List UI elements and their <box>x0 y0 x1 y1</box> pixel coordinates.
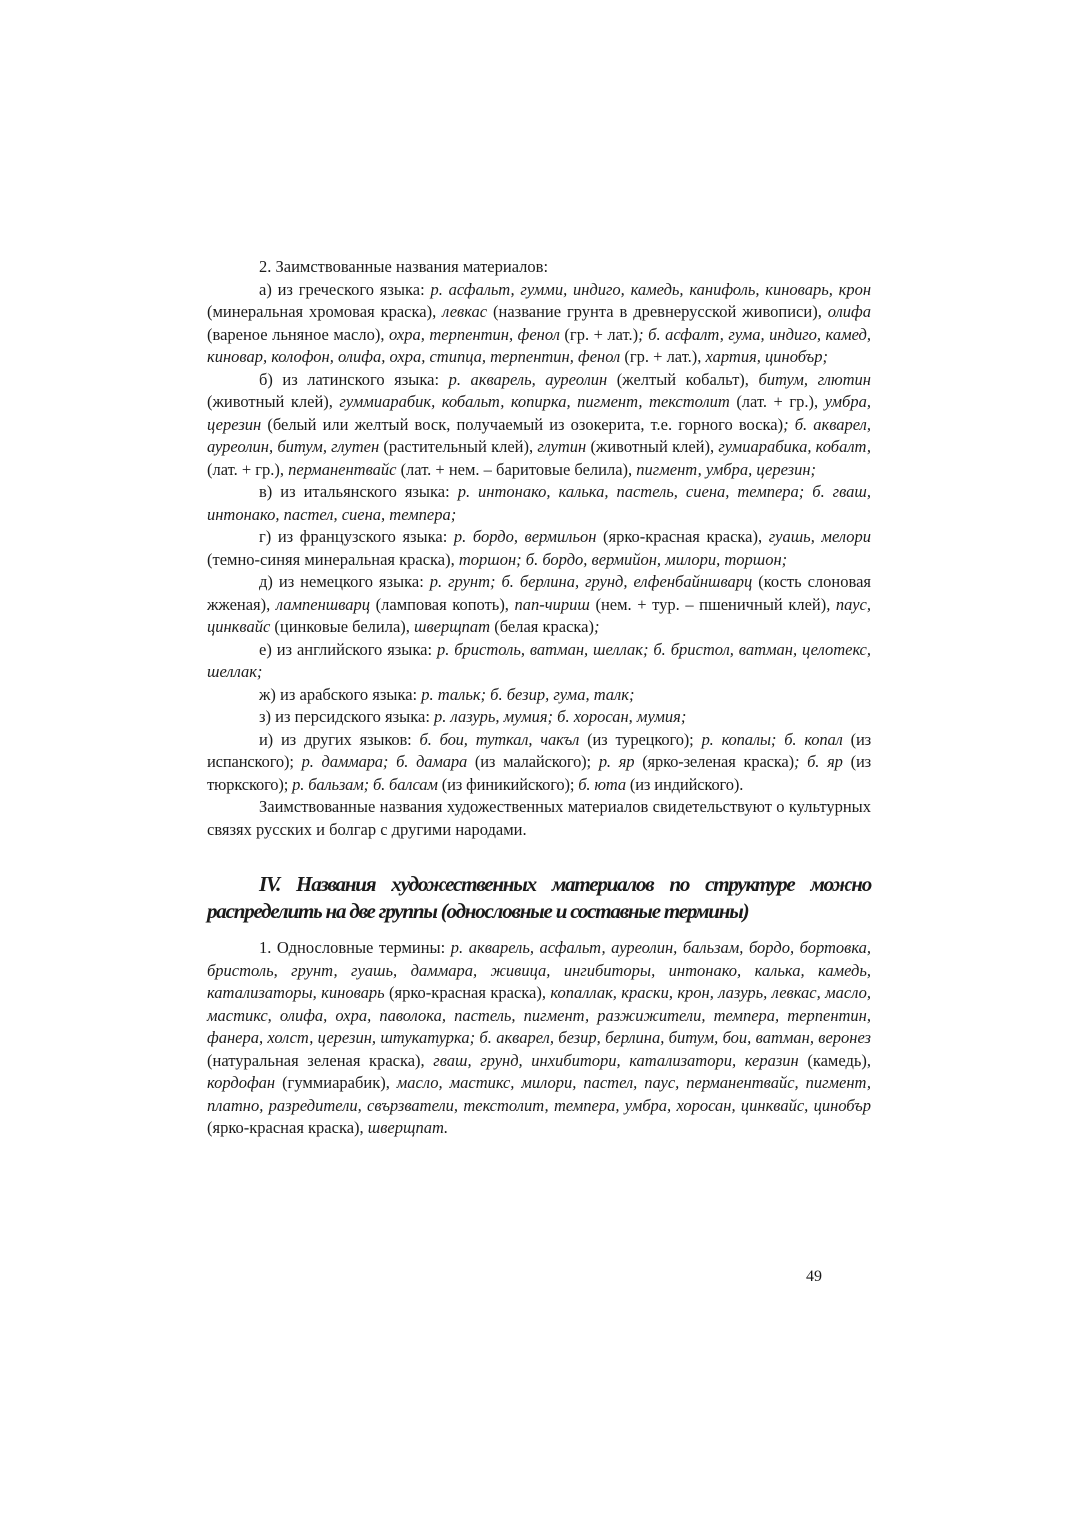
text-run-2: (из турецкого); <box>579 729 702 749</box>
text-run-4: (название грунта в древнерусской живописи), <box>487 302 828 321</box>
text-run-6: (из малайского); <box>467 752 599 771</box>
term-run-5: гваш, грунд, инхибитори, катализатори, керазин <box>433 1050 799 1070</box>
term-run-9: ; б. асфалт, гума, индиго, камед, киновар, колофон, олифа, охра, стипца, терпентин, фенол <box>207 324 872 366</box>
term-run-5: пап-чириш <box>514 594 590 614</box>
term-run-1: р. асфальт, гумми, индиго, камедь, канифоль, киноварь, крон <box>430 279 872 299</box>
text-run-8: (гр. + лат.) <box>559 324 639 344</box>
term-run-1: р. бордо, вермильон <box>453 527 597 546</box>
text-run-0: ж) из арабского языка: <box>259 684 422 704</box>
item-z <box>207 706 871 729</box>
text-run-4: (темно-синяя минеральная краска), <box>207 549 459 569</box>
text-run-0: Заимствованные названия художественных материалов свидетельствуют о культурных связях русских и болгар с другими народами. <box>207 797 871 839</box>
term-run-7: умбра, церезин <box>207 392 871 434</box>
text-run-12: (животный клей), <box>586 437 719 456</box>
term-run-1: р. бристоль, ватман, шеллак; б. бристол, ватман, целотекс, шеллак; <box>207 639 871 681</box>
term-run-1: р. акварель, ауреолин <box>448 369 608 389</box>
text-run-0: б) из латинского языка: <box>259 369 449 389</box>
term-run-3: р. копалы; б. копал <box>701 729 843 749</box>
term-run-13: б. юта <box>578 774 626 794</box>
term-run-9: шверщпат <box>414 617 491 636</box>
page-number: 49 <box>806 1268 822 1285</box>
text-run-4: (животный клей), <box>207 392 340 411</box>
term-run-13: гумиарабика, кобалт, <box>718 437 871 456</box>
term-run-11: глутин <box>537 437 587 456</box>
item-i <box>207 729 871 797</box>
term-run-17: пигмент, умбра, церезин; <box>636 459 817 479</box>
term-run-3: гуашь, мелори <box>768 527 871 546</box>
text-run-0: в) из итальянского языка: <box>259 482 458 501</box>
one-word-terms <box>207 937 871 1140</box>
term-run-7: р. яр <box>598 752 635 771</box>
section-heading: IV. Названия художественных материалов по структуре можно распределить на две группы (однословные и составные термины) <box>207 872 871 923</box>
item-g <box>207 526 871 571</box>
term-run-7: охра, терпентин, фенол <box>389 324 560 344</box>
text-run-2: (кость слоновая жженая), <box>207 572 871 614</box>
item-e <box>207 639 871 684</box>
text-run-2: (желтый кобальт), <box>607 369 759 389</box>
item-v <box>207 481 871 526</box>
term-run-11: хартия, цинобър; <box>705 347 828 366</box>
text-run-10: (ярко-красная краска), <box>207 1118 368 1137</box>
term-run-3: , копаллак, краски, крон, лазурь, левкас, масло, мастикс, олифа, охра, паволока, пастель, пигмент, разжижители, темпера, терпентин, фанера, холст, церезин, штукатурка; б. акварел, безир, берлина, битум, бои, ватман, веронез <box>207 983 871 1047</box>
text-run-8: (белый или желтый воск, получаемый из озокерита, т.е. горного воска) <box>261 414 784 434</box>
text-run-0: з) из персидского языка: <box>259 707 435 726</box>
term-run-7: кордофан <box>207 1073 276 1092</box>
term-run-5: гуммиарабик, кобальт, копирка, пигмент, текстолит <box>339 392 730 411</box>
term-run-11: р. бальзам; б. балсам <box>292 774 438 794</box>
text-run-0: г) из французского языка: <box>259 527 454 546</box>
text-run-14: (лат. + гр.), <box>207 459 289 479</box>
term-run-15: перманентвайс <box>288 459 397 479</box>
text-run-8: (цинковые белила), <box>270 617 415 636</box>
item-d <box>207 571 871 639</box>
term-run-1: р. грунт; б. берлина, грунд, елфенбайншварц <box>429 572 753 591</box>
term-run-3: битум, глютин <box>758 369 871 389</box>
text-run-2: (ярко-красная краска), <box>596 527 769 546</box>
text-run-12: (из финикийского); <box>437 774 579 794</box>
text-run-8: (гуммиарабик), <box>275 1073 397 1092</box>
closing-paragraph <box>207 796 871 841</box>
text-run-10: (белая краска) <box>490 617 594 636</box>
term-run-9: ; б. яр <box>793 752 843 771</box>
term-run-1: р. интонако, калька, пастель, сиена, темпера; б. гваш, интонако, пастел, сиена, темпера; <box>207 482 871 524</box>
term-run-11: ; <box>593 617 600 636</box>
term-run-11: шверщпат. <box>367 1118 449 1137</box>
text-run-10: (растительный клей), <box>379 437 538 456</box>
term-run-3: лампеншварц <box>275 594 371 614</box>
term-run-1: р. тальк; б. безир, гума, талк; <box>421 684 635 704</box>
text-run-4: (ламповая копоть), <box>370 594 515 614</box>
term-run-3: левкас <box>442 302 488 321</box>
text-run-8: (ярко-зеленая краска) <box>634 752 794 771</box>
text-run-6: (вареное льняное масло), <box>207 324 389 344</box>
text-run-16: (лат. + нем. – баритовые белила), <box>396 459 637 479</box>
term-run-5: торшон; б. бордо, вермийон, милори, торшон; <box>458 549 788 569</box>
item-zh <box>207 684 871 707</box>
term-run-9: ; б. акварел, ауреолин, битум, глутен <box>207 414 871 456</box>
term-run-1: р. акварель, асфальт, ауреолин, бальзам, бордо, бортовка, бристоль, грунт, гуашь, даммара, живица, ингибиторы, интонако, калька, камедь, катализаторы, киноварь <box>207 938 872 1002</box>
item-a <box>207 279 871 369</box>
heading-2: 2. Заимствованные названия материалов: <box>259 257 549 276</box>
text-run-6: (лат. + гр.), <box>729 392 825 411</box>
text-run-0: д) из немецкого языка: <box>259 572 430 591</box>
text-run-0: а) из греческого языка: <box>259 279 431 299</box>
term-run-7: , паус, цинквайс <box>207 594 871 636</box>
text-run-10: (из тюркского); <box>207 752 871 794</box>
text-run-0: 1. Однословные термины: <box>259 938 451 957</box>
term-run-5: р. даммара; б. дамара <box>301 752 468 771</box>
term-run-9: масло, мастикс, милори, пастел, паус, перманентвайс, пигмент, платно, разредители, свързватели, текстолит, темпера, умбра, хоросан, цинквайс, цинобър <box>207 1073 872 1115</box>
term-run-5: олифа <box>827 302 871 321</box>
term-run-1: б. бои, туткал, чакъл <box>419 729 580 749</box>
text-run-14: (из индийского). <box>625 774 744 794</box>
text-run-2: (ярко-красная краска) <box>384 983 542 1002</box>
page-body <box>207 256 871 1140</box>
text-run-4: (из испанского); <box>207 729 871 771</box>
text-run-0: е) из английского языка: <box>259 639 437 659</box>
term-run-1: р. лазурь, мумия; б. хоросан, мумия; <box>434 707 687 726</box>
text-run-0: и) из других языков: <box>259 729 420 749</box>
text-run-10: (гр. + лат.), <box>620 347 706 366</box>
item-b <box>207 369 871 482</box>
text-run-4: (натуральная зеленая краска), <box>207 1050 434 1070</box>
text-run-6: (камедь), <box>798 1050 872 1070</box>
text-run-2: (минеральная хромовая краска), <box>207 302 443 321</box>
text-run-6: (нем. + тур. – пшеничный клей) <box>589 594 827 614</box>
